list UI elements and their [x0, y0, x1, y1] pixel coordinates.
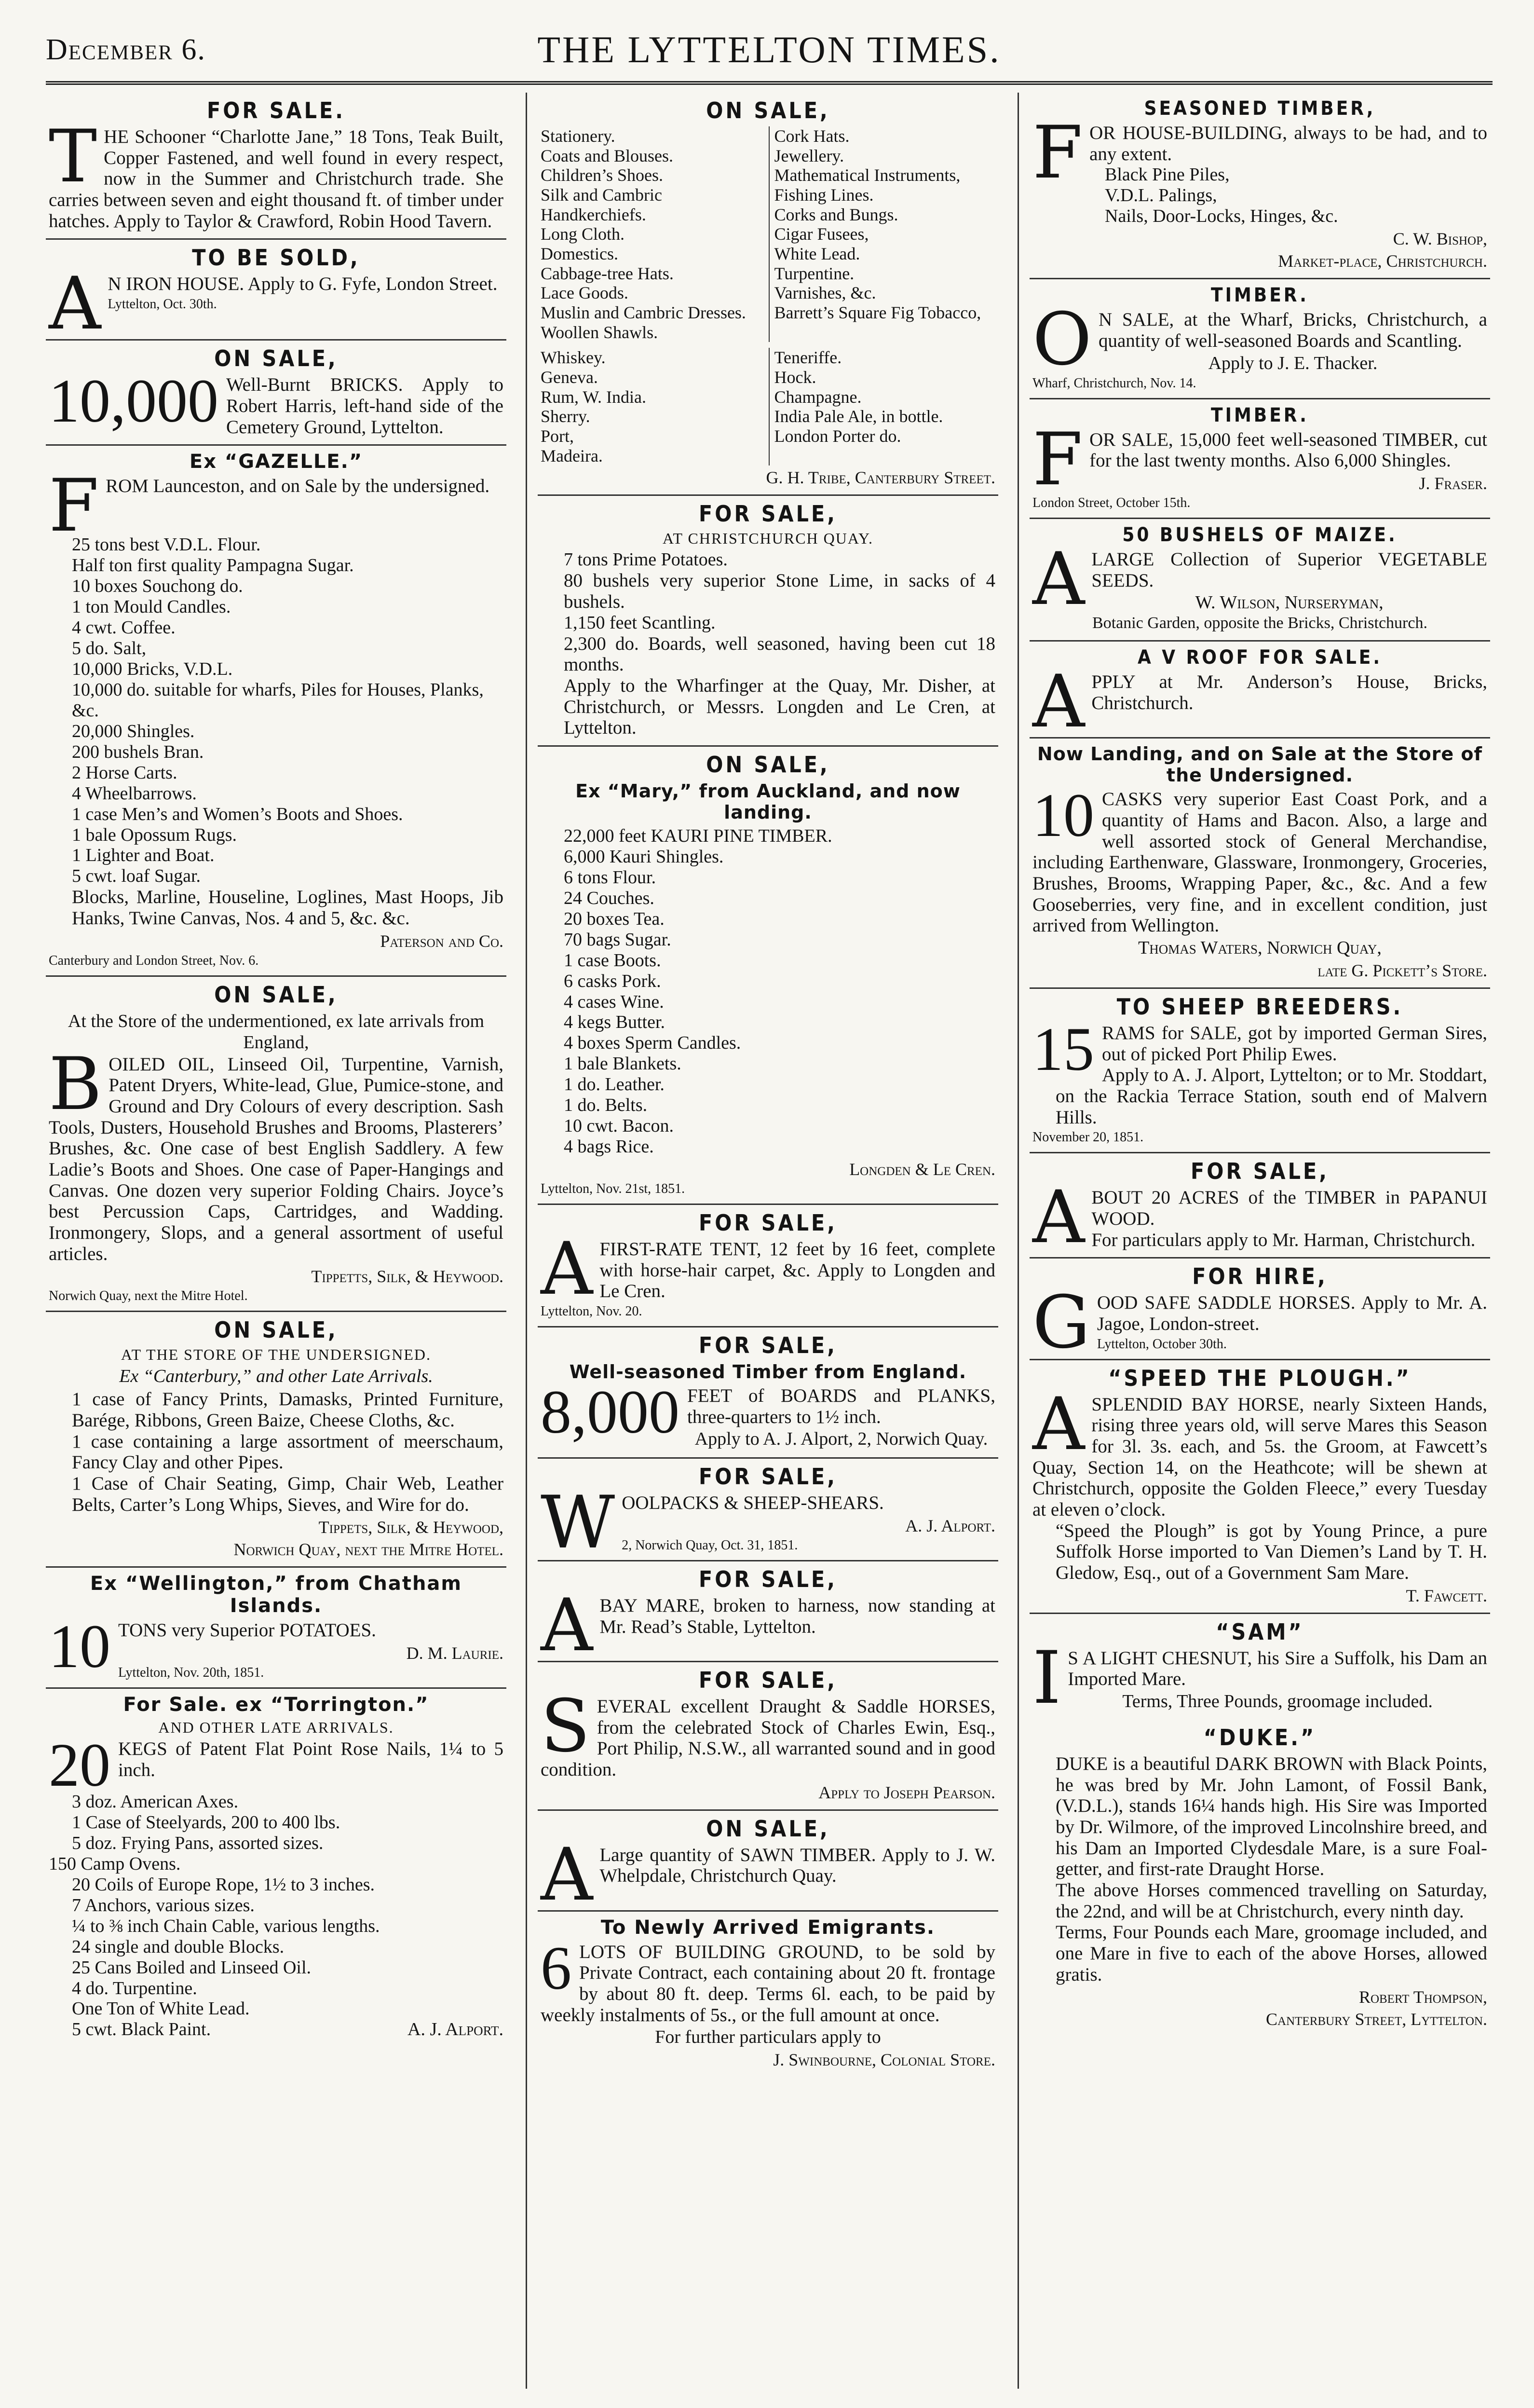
ad-gazelle	[46, 446, 506, 976]
ad-text: BAY MARE, broken to harness, now standing at Mr. Read’s Stable, Lyttelton.	[599, 1595, 995, 1637]
ad-text: OR HOUSE-BUILDING, always to be had, and to any extent.	[1089, 123, 1487, 164]
list-item: Rum, W. India.	[541, 387, 647, 407]
ad-mary	[538, 747, 998, 1205]
list-item: India Pale Ale, in bottle.	[774, 407, 943, 426]
list-item: 6 casks Pork.	[564, 971, 661, 991]
ad-heading: FOR SALE,	[699, 1332, 837, 1359]
dateline: Lyttelton, Nov. 20.	[541, 1304, 642, 1319]
ad-christchurch-quay	[538, 496, 998, 747]
ad-bricks	[46, 341, 506, 446]
ad-text: CASKS very superior East Coast Pork, and a quantity of Hams and Bacon. Also, a large and well assorted stock of General Merchandise, including Earthenware, Glassware, Ironmongery, Groceries, Brushes, Brooms, Wrapping Paper, &c., &c. And a few Gooseberries, very fine, and in excellent condition, just arrived from Wellington.	[1032, 789, 1487, 936]
signature: Canterbury Street, Lyttelton.	[1266, 2010, 1487, 2029]
drop-cap: A	[49, 262, 101, 346]
ad-heading: ON SALE,	[706, 752, 830, 778]
ad-apply: Apply to A. J. Alport, Lyttelton; or to Mr. Stoddart, on the Rackia Terrace Station, south end of Malvern Hills.	[1056, 1065, 1487, 1128]
ad-timber-thacker	[1030, 279, 1490, 399]
list-item: 6,000 Kauri Shingles.	[564, 846, 724, 867]
signature: J. Fraser.	[1419, 473, 1487, 493]
ad-heading: ON SALE,	[214, 981, 338, 1008]
list-item: Half ton first quality Pampagna Sugar.	[72, 555, 354, 576]
ad-text: PPLY at Mr. Anderson’s House, Bricks, Christchurch.	[1091, 671, 1487, 713]
list-item: Mathematical Instruments,	[774, 165, 961, 185]
list-item: 24 Couches.	[564, 888, 654, 908]
issue-date: December 6.	[46, 33, 206, 66]
column-1	[46, 93, 506, 2379]
ad-text: “Speed the Plough” is got by Young Prince, a pure Suffolk Horse imported to Van Diemen’s Land by T. H. Gledow, Esq., out of a Government Sam Mare.	[1056, 1520, 1487, 1583]
list-item: 10 cwt. Bacon.	[564, 1116, 674, 1136]
newspaper-title: THE LYTTELTON TIMES.	[537, 28, 1001, 70]
ad-subheading: Ex “Mary,” from Auckland, and now landing.	[575, 780, 961, 823]
drop-cap: F	[1032, 111, 1083, 195]
list-item: Long Cloth.	[541, 224, 625, 244]
ad-heading: FOR SALE,	[699, 501, 837, 527]
ad-sam	[1030, 1614, 1490, 1720]
list-item: Nails, Door-Locks, Hinges, &c.	[1105, 206, 1338, 227]
masthead	[46, 23, 1493, 79]
ad-heading: To Newly Arrived Emigrants.	[600, 1916, 936, 1939]
ad-apply: Apply to J. E. Thacker.	[1208, 353, 1378, 373]
list-item: 4 Wheelbarrows.	[72, 783, 197, 804]
big-number: 20	[49, 1731, 110, 1800]
big-number: 6	[541, 1933, 571, 2002]
list-item: 5 cwt. loaf Sugar.	[72, 866, 201, 887]
list-item: 25 tons best V.D.L. Flour.	[72, 534, 261, 555]
ad-text: OOLPACKS & SHEEP-SHEARS.	[622, 1492, 884, 1514]
ad-tent	[538, 1205, 998, 1327]
ad-heading: TO SHEEP BREEDERS.	[1116, 993, 1403, 1020]
ad-text: Blocks, Marline, Houseline, Loglines, Mast Hoops, Jib Hanks, Twine Canvas, Nos. 4 and 5, &c. &c.	[72, 887, 503, 929]
ad-heading: “SAM”	[1216, 1618, 1304, 1645]
list-item: Silk and Cambric Handkerchiefs.	[541, 185, 662, 224]
drop-cap: O	[1032, 298, 1092, 382]
list-item: Fishing Lines.	[774, 185, 874, 205]
ad-heading: Now Landing, and on Sale at the Store of the Undersigned.	[1037, 743, 1483, 786]
ad-apply: Apply to Joseph Pearson.	[818, 1782, 995, 1802]
list-item: 10,000 do. suitable for wharfs, Piles for Houses, Planks, &c.	[72, 679, 484, 721]
ad-heading: Ex “GAZELLE.”	[189, 451, 363, 473]
ad-v-roof	[1030, 642, 1490, 744]
ad-speed-the-plough	[1030, 1360, 1490, 1614]
list-item: Teneriffe.	[774, 348, 842, 368]
ad-wellington	[46, 1568, 506, 1689]
column-rule	[526, 93, 527, 2389]
list-item: Woollen Shawls.	[541, 322, 658, 342]
drop-cap: A	[1032, 1382, 1085, 1466]
ad-heading: TO BE SOLD,	[192, 245, 360, 271]
list-item: 20,000 Shingles.	[72, 721, 195, 741]
dateline: Lyttelton, October 30th.	[1097, 1336, 1227, 1352]
list-item: 200 bushels Bran.	[72, 741, 204, 762]
big-number: 10	[49, 1612, 110, 1681]
list-item: 6 tons Flour.	[564, 867, 656, 888]
ad-heading: FOR SALE,	[699, 1210, 837, 1236]
ad-text: Terms, Four Pounds each Mare, groomage included, and one Mare in five to each of the above Horses, allowed gratis.	[1056, 1922, 1487, 1985]
drop-cap: F	[49, 464, 99, 548]
ad-text: LARGE Collection of Superior VEGETABLE SEEDS.	[1091, 548, 1487, 591]
drop-cap: A	[541, 1584, 593, 1668]
dateline: 2, Norwich Quay, Oct. 31, 1851.	[622, 1538, 798, 1553]
ad-heading: ON SALE,	[214, 345, 338, 372]
ad-text: HE Schooner “Charlotte Jane,” 18 Tons, Teak Built, Copper Fastened, and well found in every respect, now in the Summer and Christchurch trade. She carries between seven and eight thousand ft. of timber under hatches. Apply to Taylor & Crawford, Robin Hood Tavern.	[49, 126, 503, 232]
ad-subheading: Well-seasoned Timber from England.	[569, 1361, 967, 1383]
dateline: November 20, 1851.	[1032, 1130, 1144, 1145]
ad-woolpacks	[538, 1459, 998, 1565]
ad-duke	[1030, 1720, 1490, 2036]
ad-text: LOTS OF BUILDING GROUND, to be sold by Private Contract, each containing about 20 ft. frontage by about 80 ft. deep. Terms 6l. each, to be paid by weekly instalments of 5s., or the full amount at once.	[541, 1941, 995, 2025]
list-item: Cork Hats.	[774, 126, 850, 146]
drop-cap: I	[1032, 1636, 1061, 1720]
ad-text: Large quantity of SAWN TIMBER. Apply to J. W. Whelpdale, Christchurch Quay.	[599, 1844, 995, 1887]
list-item: Hock.	[774, 368, 816, 387]
dateline: Lyttelton, Nov. 20th, 1851.	[118, 1665, 264, 1681]
signature: J. Swinbourne, Colonial Store.	[773, 2050, 995, 2070]
list-item: Sherry.	[541, 407, 590, 426]
ad-bay-mare	[538, 1561, 998, 1668]
list-item: Barrett’s Square Fig Tobacco,	[774, 303, 981, 323]
ad-heading: FOR SALE,	[1191, 1158, 1329, 1185]
two-column-list	[541, 126, 995, 342]
ad-heading: FOR SALE,	[699, 1566, 837, 1593]
list-item: Children’s Shoes.	[541, 165, 664, 185]
two-column-list	[541, 348, 995, 465]
column-3	[1030, 93, 1490, 2379]
list-item: 4 boxes Sperm Candles.	[564, 1033, 741, 1054]
drop-cap: A	[541, 1833, 593, 1917]
ad-heading: 50 BUSHELS OF MAIZE.	[1122, 523, 1398, 546]
ad-horses-pearson	[538, 1662, 998, 1811]
list-item: 20 Coils of Europe Rope, 1½ to 3 inches.	[72, 1874, 375, 1895]
ad-iron-house	[46, 240, 506, 346]
column-2	[538, 93, 998, 2379]
list-item: 7 Anchors, various sizes.	[72, 1895, 255, 1915]
drop-cap: W	[541, 1481, 615, 1565]
ad-text: BOUT 20 ACRES of the TIMBER in PAPANUI WOOD.	[1091, 1187, 1487, 1229]
ad-text: FEET of BOARDS and PLANKS, three-quarters to 1½ inch.	[687, 1385, 995, 1427]
ad-heading: For Sale. ex “Torrington.”	[123, 1694, 429, 1716]
ad-tippetts-goods	[46, 1312, 506, 1568]
list-item: 1 do. Leather.	[564, 1074, 665, 1095]
list-item: Port,	[541, 426, 574, 446]
drop-cap: S	[541, 1684, 590, 1769]
ad-sheep-breeders	[1030, 989, 1490, 1153]
ad-heading: ON SALE,	[706, 1815, 830, 1842]
ad-text: DUKE is a beautiful DARK BROWN with Black Points, he was bred by Mr. John Lamont, of Fossil Bank, (V.D.L.), stands 16¼ hands high. His Sire was Imported by Dr. Wilmore, of the improved Lincolnshire breed, and his Dam an Imported Clydesdale Mare, is a sure Foal-getter, and first-rate Draught Horse.	[1056, 1753, 1487, 1880]
signature: Tippets, Silk, & Heywood,	[318, 1518, 503, 1537]
ad-heading: FOR SALE.	[207, 97, 345, 123]
signature: T. Fawcett.	[1406, 1586, 1487, 1605]
ad-text: RAMS for SALE, got by imported German Sires, out of picked Port Philip Ewes.	[1102, 1022, 1487, 1065]
ad-seasoned-timber	[1030, 93, 1490, 279]
signature: G. H. Tribe, Canterbury Street.	[766, 468, 995, 488]
ad-boards	[538, 1327, 998, 1459]
dateline: London Street, October 15th.	[1032, 495, 1191, 510]
signature: Longden & Le Cren.	[849, 1160, 995, 1179]
list-item: 24 single and double Blocks.	[72, 1936, 285, 1957]
ad-heading: ON SALE,	[706, 97, 830, 123]
list-item: 1 case Men’s and Women’s Boots and Shoes.	[72, 804, 403, 824]
signature: A. J. Alport.	[905, 1516, 995, 1536]
ad-heading: A V ROOF FOR SALE.	[1137, 646, 1383, 669]
list-item: 1 bale Blankets.	[564, 1054, 681, 1074]
ad-tippetts-oils	[46, 977, 506, 1313]
list-item: 1 do. Belts.	[564, 1095, 648, 1116]
ad-text: OR SALE, 15,000 feet well-seasoned TIMBER, cut for the last twenty months. Also 6,000 Shingles.	[1089, 429, 1487, 471]
signature: Norwich Quay, next the Mitre Hotel.	[233, 1540, 503, 1560]
ad-heading: TIMBER.	[1211, 404, 1309, 426]
signature: A. J. Alport.	[407, 2019, 503, 2040]
list-item: 2,300 do. Boards, well seasoned, having been cut 18 months.	[564, 633, 995, 675]
ad-timber-fraser	[1030, 399, 1490, 519]
ad-text: 1 Case of Chair Seating, Gimp, Chair Web, Leather Belts, Carter’s Long Whips, Sieves, and Wire for do.	[72, 1473, 503, 1515]
ad-intro: At the Store of the undermentioned, ex late arrivals from England,	[68, 1011, 485, 1053]
signature: D. M. Laurie.	[406, 1643, 503, 1663]
ad-maize	[1030, 519, 1490, 642]
list-item: Champagne.	[774, 387, 862, 407]
list-item: 4 kegs Butter.	[564, 1012, 665, 1033]
list-item: 22,000 feet KAURI PINE TIMBER.	[564, 826, 832, 846]
ad-heading: Ex “Wellington,” from Chatham Islands.	[90, 1573, 462, 1617]
signature: Botanic Garden, opposite the Bricks, Christchurch.	[1092, 614, 1427, 632]
ad-text: Well-Burnt BRICKS. Apply to Robert Harris, left-hand side of the Cemetery Ground, Lyttelton.	[226, 374, 503, 438]
list-item: 4 do. Turpentine.	[72, 1978, 197, 1998]
list-item: Muslin and Cambric Dresses.	[541, 303, 746, 323]
signature: W. Wilson, Nurseryman,	[1195, 592, 1384, 613]
signature: Market-place, Christchurch.	[1278, 251, 1487, 271]
list-item: Varnishes, &c.	[774, 283, 876, 303]
list-item: 4 bags Rice.	[564, 1136, 654, 1157]
ad-text: S A LIGHT CHESNUT, his Sire a Suffolk, his Dam an Imported Mare.	[1068, 1647, 1487, 1690]
big-number: 15	[1032, 1014, 1094, 1083]
big-number: 10	[1032, 781, 1094, 850]
list-item: White Lead.	[774, 244, 860, 264]
ad-text: 1 case containing a large assortment of meerschaum, Fancy Clay and other Pipes.	[72, 1431, 503, 1473]
list-item: 1 ton Mould Candles.	[72, 597, 231, 617]
list-item: 25 Cans Boiled and Linseed Oil.	[72, 1957, 312, 1978]
list-item: 20 boxes Tea.	[564, 908, 665, 929]
list-item: 1,150 feet Scantling.	[564, 612, 716, 633]
dateline: Canterbury and London Street, Nov. 6.	[49, 953, 259, 968]
ad-apply: Apply to A. J. Alport, 2, Norwich Quay.	[694, 1429, 988, 1450]
list-item	[49, 2019, 503, 2040]
list-item: 10 boxes Souchong do.	[72, 576, 243, 597]
drop-cap: G	[1032, 1281, 1090, 1365]
ad-text: The above Horses commenced travelling on Saturday, the 22nd, and will be at Christchurch, every ninth day.	[1056, 1880, 1487, 1922]
list-item: London Porter do.	[774, 426, 901, 446]
list-item: Lace Goods.	[541, 283, 628, 303]
list-item: Jewellery.	[774, 146, 844, 165]
ad-waters-pork	[1030, 739, 1490, 989]
ad-text: KEGS of Patent Flat Point Rose Nails, 1¼ to 5 inch.	[118, 1738, 503, 1780]
big-number: 10,000	[49, 367, 218, 436]
dateline: Lyttelton, Oct. 30th.	[108, 297, 217, 312]
ad-text: N IRON HOUSE. Apply to G. Fyfe, London Street.	[108, 274, 498, 295]
ad-terms: Terms, Three Pounds, groomage included.	[1122, 1691, 1433, 1711]
dateline: Wharf, Christchurch, Nov. 14.	[1032, 375, 1196, 391]
big-number: 8,000	[541, 1378, 679, 1447]
ad-emigrants	[538, 1912, 998, 2077]
list-item: 1 Lighter and Boat.	[72, 845, 215, 866]
list-item: 7 tons Prime Potatoes.	[564, 549, 728, 570]
drop-cap: A	[1032, 660, 1085, 744]
ad-intro: ROM Launceston, and on Sale by the undersigned.	[106, 476, 490, 497]
signature: late G. Pickett’s Store.	[1317, 960, 1487, 980]
signature: Paterson and Co.	[380, 931, 503, 951]
ad-heading: “DUKE.”	[1203, 1724, 1317, 1751]
ad-heading: TIMBER.	[1211, 284, 1309, 307]
list-item: Coats and Blouses.	[541, 146, 673, 165]
signature: Robert Thompson,	[1358, 1987, 1487, 2007]
list-item: 150 Camp Ovens.	[49, 1853, 181, 1874]
ad-heading: FOR SALE,	[699, 1667, 837, 1694]
ad-apply: For further particulars apply to	[655, 2027, 881, 2048]
ad-text: FIRST-RATE TENT, 12 feet by 16 feet, complete with horse-hair carpet, &c. Apply to Longden and Le Cren.	[599, 1239, 995, 1302]
list-item: 4 cases Wine.	[564, 991, 664, 1012]
ad-subheading: AT CHRISTCHURCH QUAY.	[662, 530, 874, 547]
ad-apply: For particulars apply to Mr. Harman, Christchurch.	[1091, 1229, 1476, 1250]
ad-text: Apply to the Wharfinger at the Quay, Mr. Disher, at Christchurch, or Messrs. Longden and Le Cren, at Lyttelton.	[564, 675, 995, 739]
dateline: Norwich Quay, next the Mitre Hotel.	[49, 1288, 248, 1304]
ad-heading: “SPEED THE PLOUGH.”	[1108, 1365, 1412, 1391]
list-item: Cigar Fusees,	[774, 224, 869, 244]
ad-hire	[1030, 1259, 1490, 1365]
drop-cap: A	[541, 1227, 593, 1311]
signature: Tippetts, Silk, & Heywood.	[311, 1267, 503, 1286]
ad-heading: ON SALE,	[214, 1317, 338, 1343]
ad-text: N SALE, at the Wharf, Bricks, Christchurch, a quantity of well-seasoned Boards and Scantling.	[1098, 309, 1487, 351]
ad-text: OILED OIL, Linseed Oil, Turpentine, Varnish, Patent Dryers, White-lead, Glue, Pumice-stone, and Ground and Dry Colours of every description. Sash Tools, Dusters, Household Brushes and Brooms, Plasterers’ Brushes, &c. One case of best English Saddlery. A few Ladie’s Boots and Shoes. One case of Paper-Hangings and Canvas. One dozen very superior Folding Chairs. Joyce’s best Percussion Caps, Cartridges, and Wadding. Ironmongery, Slops, and a general assortment of useful articles.	[49, 1054, 503, 1264]
list-item: 3 doz. American Axes.	[72, 1792, 239, 1812]
ad-text: OOD SAFE SADDLE HORSES. Apply to Mr. A. Jagoe, London-street.	[1097, 1292, 1487, 1334]
ad-charlotte-jane	[46, 93, 506, 240]
list-item: Black Pine Piles,	[1105, 164, 1230, 185]
list-item: ¼ to ⅜ inch Chain Cable, various lengths.	[72, 1915, 380, 1936]
ad-heading: SEASONED TIMBER,	[1144, 97, 1376, 120]
list-item: Whiskey.	[541, 348, 606, 368]
list-item: Corks and Bungs.	[774, 205, 898, 224]
masthead-rule	[46, 81, 1493, 85]
list-item: Turpentine.	[774, 263, 855, 283]
ad-subheading: Ex “Canterbury,” and other Late Arrivals.	[119, 1366, 433, 1387]
ad-torrington	[46, 1689, 506, 2047]
list-item: One Ton of White Lead.	[72, 1998, 250, 2019]
list-item: Stationery.	[541, 126, 615, 146]
ad-tribe	[538, 93, 998, 496]
ad-sawn-timber	[538, 1811, 998, 1917]
list-item: 1 Case of Steelyards, 200 to 400 lbs.	[72, 1812, 340, 1833]
list-item: 5 do. Salt,	[72, 638, 147, 659]
list-item: 1 case Boots.	[564, 950, 661, 971]
list-item: 1 bale Opossum Rugs.	[72, 824, 237, 845]
drop-cap: F	[1032, 417, 1083, 502]
ad-text: EVERAL excellent Draught & Saddle HORSES, from the celebrated Stock of Charles Ewin, Esq., Port Philip, N.S.W., all warranted sound and in good condition.	[541, 1696, 995, 1780]
signature: Thomas Waters, Norwich Quay,	[1138, 937, 1382, 958]
signature: C. W. Bishop,	[1393, 229, 1487, 249]
ad-subheading: AND OTHER LATE ARRIVALS.	[158, 1719, 394, 1737]
column-rule	[1018, 93, 1019, 2389]
ad-heading: FOR SALE,	[699, 1464, 837, 1490]
list-item: V.D.L. Palings,	[1105, 185, 1217, 206]
list-item: 4 cwt. Coffee.	[72, 617, 176, 638]
drop-cap: T	[49, 115, 97, 199]
ad-text: 1 case of Fancy Prints, Damasks, Printed Furniture, Barége, Ribbons, Green Baize, Cheese Cloths, &c.	[72, 1389, 503, 1431]
list-item: 70 bags Sugar.	[564, 929, 671, 950]
ad-text: TONS very Superior POTATOES.	[118, 1620, 376, 1641]
drop-cap: A	[1032, 1176, 1085, 1260]
list-item: 5 doz. Frying Pans, assorted sizes.	[72, 1833, 324, 1853]
dateline: Lyttelton, Nov. 21st, 1851.	[541, 1181, 685, 1196]
list-item: Geneva.	[541, 368, 598, 387]
list-item: 10,000 Bricks, V.D.L.	[72, 659, 233, 679]
drop-cap: A	[1032, 537, 1085, 621]
ad-subheading: AT THE STORE OF THE UNDERSIGNED.	[121, 1346, 431, 1364]
list-item: Domestics.	[541, 244, 618, 264]
ad-papanui	[1030, 1153, 1490, 1259]
ad-heading: FOR HIRE,	[1192, 1263, 1328, 1290]
list-item-text: 5 cwt. Black Paint.	[72, 2019, 211, 2040]
drop-cap: B	[49, 1042, 102, 1126]
ad-text: SPLENDID BAY HORSE, nearly Sixteen Hands, rising three years old, will serve Mares this Season for 3l. 3s. each, and 5s. the Groom, at Fawcett’s Quay, Section 14, on the Heathcote; will be shewn at Christchurch, opposite the Golden Fleece,” every Tuesday at eleven o’clock.	[1032, 1394, 1487, 1520]
list-item: 80 bushels very superior Stone Lime, in sacks of 4 bushels.	[564, 570, 995, 613]
list-item: Cabbage-tree Hats.	[541, 263, 674, 283]
list-item: Madeira.	[541, 446, 603, 465]
list-item: 2 Horse Carts.	[72, 762, 177, 783]
